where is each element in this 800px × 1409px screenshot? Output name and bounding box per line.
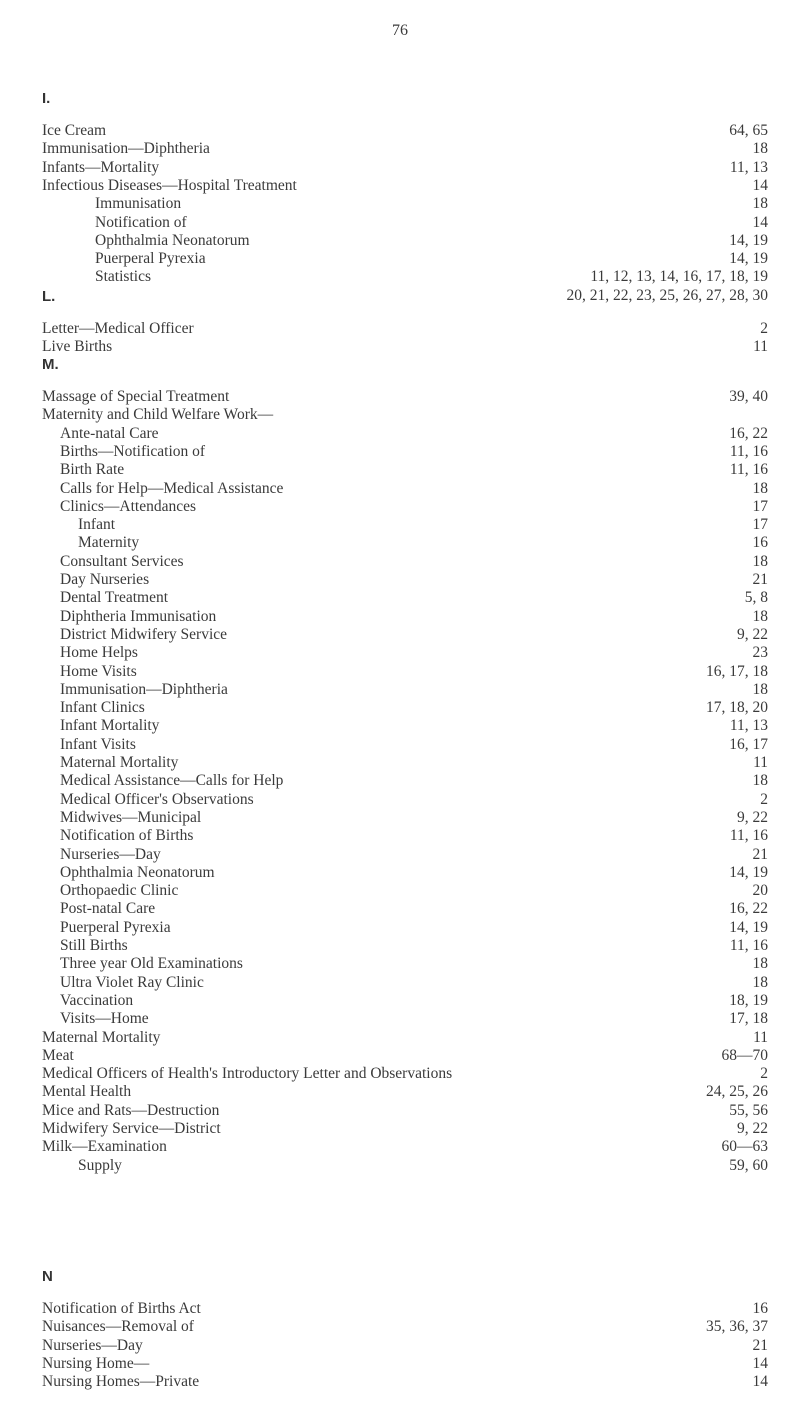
entry-pages: 14 <box>752 213 768 231</box>
index-entry <box>0 498 800 516</box>
index-entry <box>0 1337 800 1355</box>
entry-label: Maternity <box>78 534 140 552</box>
entry-pages: 18 <box>752 680 768 698</box>
index-entry <box>0 900 800 918</box>
entry-label: Nuisances—Removal of <box>42 1318 194 1336</box>
entry-pages: 18, 19 <box>729 991 768 1009</box>
index-entry <box>0 772 800 790</box>
index-entry <box>0 159 800 177</box>
entry-label: Ante-natal Care <box>60 424 159 442</box>
entry-pages: 2 <box>760 1065 768 1083</box>
entry-pages: 11, 16 <box>729 827 768 845</box>
entry-pages: 11, 16 <box>729 442 768 460</box>
index-entry <box>0 1102 800 1120</box>
entry-label: Mental Health <box>42 1083 132 1101</box>
entry-label: Consultant Services <box>60 552 184 570</box>
index-entry <box>0 1138 800 1156</box>
entry-pages: 2 <box>760 790 768 808</box>
entry-pages: 17 <box>752 497 768 515</box>
entry-label: Three year Old Examinations <box>60 955 243 973</box>
entry-label: Vaccination <box>60 991 134 1009</box>
entry-pages: 68—70 <box>721 1046 768 1064</box>
entry-pages: 9, 22 <box>737 625 768 643</box>
entry-label: Home Visits <box>60 662 137 680</box>
entry-label: Nurseries—Day <box>42 1336 143 1354</box>
page-number: 76 <box>392 22 408 39</box>
entry-label: District Midwifery Service <box>60 625 228 643</box>
entry-pages: 18 <box>752 607 768 625</box>
index-entry <box>0 1065 800 1083</box>
index-entry <box>0 214 800 232</box>
index-entry <box>0 864 800 882</box>
entry-pages: 17, 18 <box>729 1010 768 1028</box>
index-entry <box>0 443 800 461</box>
index-entry <box>0 1029 800 1047</box>
entry-pages: 21 <box>752 571 768 588</box>
entry-label: Immunisation—Diphtheria <box>42 140 210 158</box>
entry-label: Ophthalmia Neonatorum <box>60 863 215 881</box>
index-entry <box>0 992 800 1010</box>
index-entry <box>0 232 800 250</box>
entry-pages: 17 <box>752 516 768 534</box>
index-entry <box>0 338 800 356</box>
index-entry <box>0 1355 800 1373</box>
index-entry <box>0 122 800 140</box>
entry-pages: 11, 13 <box>729 158 768 176</box>
section-letter: M. <box>42 356 59 373</box>
entry-label: Visits—Home <box>60 1010 149 1028</box>
index-entry <box>0 534 800 552</box>
index-entry <box>0 955 800 973</box>
entry-label: Immunisation <box>95 195 182 213</box>
entry-label: Meat <box>42 1046 74 1064</box>
entry-label: Post-natal Care <box>60 900 156 918</box>
entry-pages: 11, 12, 13, 14, 16, 17, 18, 19 <box>590 268 768 286</box>
index-entry <box>0 699 800 717</box>
entry-pages: 16, 22 <box>729 424 768 442</box>
entry-label: Massage of Special Treatment <box>42 388 230 405</box>
index-entry <box>0 553 800 571</box>
entry-pages: 21 <box>752 845 768 863</box>
entry-pages: 16 <box>752 534 768 552</box>
entry-pages: 14 <box>752 1373 768 1391</box>
index-entry <box>0 516 800 534</box>
index-entry <box>0 1010 800 1028</box>
entry-label: Clinics—Attendances <box>60 497 197 515</box>
index-entry <box>0 268 800 286</box>
entry-pages: 21 <box>752 1336 768 1354</box>
entry-pages: 18 <box>752 973 768 991</box>
entry-label: Infant Visits <box>60 735 136 753</box>
entry-pages: 14, 19 <box>729 250 768 268</box>
index-entry <box>0 937 800 955</box>
entry-label: Notification of Births Act <box>42 1300 201 1317</box>
index-entry <box>0 846 800 864</box>
entry-label: Maternal Mortality <box>42 1028 161 1046</box>
entry-pages: 5, 8 <box>744 589 768 607</box>
index-entry <box>0 717 800 735</box>
entry-label: Infants—Mortality <box>42 158 160 176</box>
entry-pages: 20 <box>752 882 768 900</box>
section-letter: N <box>42 1268 53 1285</box>
index-entry <box>0 644 800 662</box>
entry-label: Calls for Help—Medical Assistance <box>60 479 284 497</box>
entry-pages: 11, 13 <box>729 717 768 735</box>
entry-pages: 18 <box>752 955 768 973</box>
entry-pages: 18 <box>752 552 768 570</box>
entry-pages: 18 <box>752 479 768 497</box>
entry-pages: 16 <box>752 1300 768 1317</box>
index-entry <box>0 1083 800 1101</box>
index-entry <box>0 287 800 305</box>
entry-pages: 55, 56 <box>729 1101 768 1119</box>
entry-pages: 39, 40 <box>729 388 768 405</box>
entry-label: Notification of <box>95 213 187 231</box>
entry-pages: 16, 17, 18 <box>706 662 768 680</box>
entry-label: Nursing Homes—Private <box>42 1373 200 1391</box>
entry-label: Midwives—Municipal <box>60 808 202 826</box>
entry-label: Midwifery Service—District <box>42 1120 221 1137</box>
index-entry <box>0 177 800 195</box>
entry-label: Medical Officers of Health's Introductory Letter and Observations <box>42 1065 453 1083</box>
index-entry <box>0 320 800 338</box>
index-entry <box>0 1120 800 1138</box>
index-entry <box>0 589 800 607</box>
entry-label: Statistics <box>95 268 151 286</box>
entry-label: Maternal Mortality <box>60 754 179 771</box>
entry-pages: 14 <box>752 176 768 194</box>
entry-label: Nursing Home— <box>42 1354 150 1372</box>
index-entry <box>0 571 800 589</box>
index-entry <box>0 480 800 498</box>
index-entry <box>0 461 800 479</box>
entry-label: Day Nurseries <box>60 571 150 588</box>
entry-pages: 11 <box>753 1028 768 1046</box>
section-letter: I. <box>42 90 51 107</box>
entry-label: Supply <box>78 1156 122 1174</box>
entry-pages: 17, 18, 20 <box>706 699 768 717</box>
entry-pages: 20, 21, 22, 23, 25, 26, 27, 28, 30 <box>566 286 768 304</box>
entry-pages: 18 <box>752 195 768 213</box>
entry-label: Live Births <box>42 338 113 356</box>
entry-pages: 11 <box>753 338 768 356</box>
entry-pages: 2 <box>760 320 768 337</box>
index-entry <box>0 754 800 772</box>
entry-label: Milk—Examination <box>42 1138 167 1156</box>
entry-pages: 18 <box>752 772 768 790</box>
index-entry <box>0 195 800 213</box>
index-entry <box>0 140 800 158</box>
entry-label: Medical Assistance—Calls for Help <box>60 772 284 790</box>
entry-pages: 11, 16 <box>729 461 768 479</box>
entry-label: Ultra Violet Ray Clinic <box>60 973 204 991</box>
entry-label: Mice and Rats—Destruction <box>42 1101 220 1119</box>
index-entry <box>0 626 800 644</box>
entry-pages: 18 <box>752 140 768 158</box>
entry-pages: 9, 22 <box>737 808 768 826</box>
section-letter: L. <box>42 288 56 305</box>
index-entry <box>0 388 800 406</box>
entry-pages: 14 <box>752 1354 768 1372</box>
entry-label: Puerperal Pyrexia <box>95 250 206 268</box>
entry-label: Nurseries—Day <box>60 845 161 863</box>
entry-pages: 11, 16 <box>729 937 768 954</box>
entry-pages: 11 <box>753 754 768 771</box>
index-entry <box>0 406 800 424</box>
index-entry <box>0 1318 800 1336</box>
index-entry <box>0 1157 800 1175</box>
entry-label: Home Helps <box>60 644 138 662</box>
entry-label: Diphtheria Immunisation <box>60 607 217 625</box>
entry-label: Still Births <box>60 937 128 954</box>
entry-label: Ophthalmia Neonatorum <box>95 231 250 249</box>
index-entry <box>0 1047 800 1065</box>
entry-label: Orthopaedic Clinic <box>60 882 179 900</box>
entry-label: Medical Officer's Observations <box>60 790 254 808</box>
index-entry <box>0 974 800 992</box>
index-entry <box>0 663 800 681</box>
index-entry <box>0 919 800 937</box>
index-entry <box>0 827 800 845</box>
entry-pages: 16, 22 <box>729 900 768 918</box>
entry-label: Puerperal Pyrexia <box>60 918 171 936</box>
entry-label: Immunisation—Diphtheria <box>60 680 228 698</box>
index-entry <box>0 250 800 268</box>
entry-label: Births—Notification of <box>60 442 206 460</box>
entry-label: Infant Clinics <box>60 699 145 717</box>
index-entry <box>0 882 800 900</box>
entry-label: Infant <box>78 516 116 534</box>
index-entry <box>0 425 800 443</box>
entry-pages: 24, 25, 26 <box>706 1083 768 1101</box>
index-entry <box>0 809 800 827</box>
entry-pages: 14, 19 <box>729 918 768 936</box>
entry-label: Ice Cream <box>42 122 107 139</box>
entry-label: Dental Treatment <box>60 589 169 607</box>
entry-label: Infant Mortality <box>60 717 160 735</box>
entry-pages: 64, 65 <box>729 122 768 139</box>
entry-pages: 23 <box>752 644 768 662</box>
entry-pages: 16, 17 <box>729 735 768 753</box>
entry-pages: 59, 60 <box>729 1156 768 1174</box>
entry-label: Letter—Medical Officer <box>42 320 194 337</box>
entry-label: Maternity and Child Welfare Work— <box>42 406 274 424</box>
entry-pages: 14, 19 <box>729 231 768 249</box>
entry-pages: 35, 36, 37 <box>706 1318 768 1336</box>
entry-pages: 9, 22 <box>737 1120 768 1137</box>
entry-pages: 60—63 <box>721 1138 768 1156</box>
index-entry <box>0 736 800 754</box>
index-entry <box>0 1373 800 1391</box>
index-entry <box>0 791 800 809</box>
index-entry <box>0 681 800 699</box>
index-entry <box>0 1300 800 1318</box>
index-entry <box>0 608 800 626</box>
entry-pages: 14, 19 <box>729 863 768 881</box>
entry-label: Birth Rate <box>60 461 125 479</box>
entry-label: Notification of Births <box>60 827 194 845</box>
entry-label: Infectious Diseases—Hospital Treatment <box>42 176 297 194</box>
